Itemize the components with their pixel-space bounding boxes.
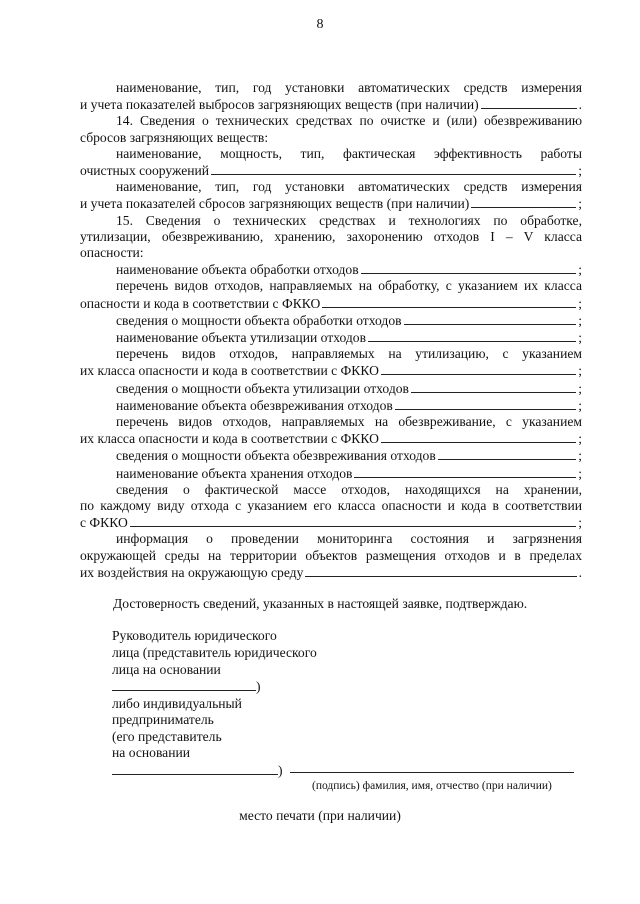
signatory-label-3: лица на основании xyxy=(112,662,221,677)
blank-field[interactable] xyxy=(381,362,576,375)
blank-field[interactable] xyxy=(438,447,576,460)
blank-field[interactable] xyxy=(322,295,576,308)
line-p15b: утилизации, обезвреживанию, хранению, захоронению отходов I – V класса xyxy=(80,228,582,244)
field-storage-mass: с ФККО ; xyxy=(80,515,582,531)
signature-line[interactable] xyxy=(290,772,574,773)
field-utilization-capacity: сведения о мощности объекта утилизации отходов ; xyxy=(116,380,582,396)
stamp-place: место печати (при наличии) xyxy=(239,808,401,823)
signatory-label-6: предприниматель xyxy=(112,712,214,727)
line-f11a: сведения о фактической массе отходов, находящихся на хранении, xyxy=(116,481,582,497)
signatory-label-1: Руководитель юридического xyxy=(112,628,277,643)
blank-field[interactable] xyxy=(411,380,576,393)
line-p1b: и учета показателей выбросов загрязняющих веществ (при наличии) . xyxy=(80,97,582,113)
blank-field[interactable] xyxy=(471,195,576,208)
line-p14e: наименование, тип, год установки автоматических средств измерения xyxy=(116,179,582,195)
blank-field[interactable] xyxy=(112,678,256,691)
line-p15c: опасности: xyxy=(80,245,144,261)
blank-field[interactable] xyxy=(368,329,576,342)
blank-field[interactable] xyxy=(112,762,278,775)
section-14-heading: 14. Сведения о технических средствах по очистке и (или) обезвреживанию xyxy=(116,113,582,129)
line-f12b: окружающей среды на территории объектов размещения отходов и в пределах xyxy=(80,547,582,563)
line-p14c: наименование, мощность, тип, фактическая эффективность работы xyxy=(116,145,582,161)
field-processing-types: опасности и кода в соответствии с ФККО ; xyxy=(80,295,582,311)
signature-caption: (подпись) фамилия, имя, отчество (при наличии) xyxy=(312,780,552,792)
field-processing-object: наименование объекта обработки отходов ; xyxy=(116,262,582,278)
blank-field[interactable] xyxy=(395,397,576,410)
line-f5a: перечень видов отходов, направляемых на утилизацию, с указанием xyxy=(116,346,582,362)
basis-field-legal: ) xyxy=(112,678,261,695)
line-f2a: перечень видов отходов, направляемых на обработку, с указанием их класса xyxy=(116,278,582,294)
blank-field[interactable] xyxy=(354,465,576,478)
field-utilization-types: их класса опасности и кода в соответствии с ФККО ; xyxy=(80,363,582,379)
signatory-label-7: (его представитель xyxy=(112,729,222,744)
confirmation-statement: Достоверность сведений, указанных в настоящей заявке, подтверждаю. xyxy=(113,596,528,611)
field-neutralization-types: их класса опасности и кода в соответствии с ФККО ; xyxy=(80,431,582,447)
blank-field[interactable] xyxy=(404,312,577,325)
field-processing-capacity: сведения о мощности объекта обработки отходов ; xyxy=(116,312,582,328)
field-utilization-object: наименование объекта утилизации отходов ; xyxy=(116,330,582,346)
blank-field[interactable] xyxy=(361,261,577,274)
line-p14b: сбросов загрязняющих веществ: xyxy=(80,129,269,145)
signatory-label-2: лица (представитель юридического xyxy=(112,645,317,660)
blank-field[interactable] xyxy=(381,430,576,443)
blank-field[interactable] xyxy=(305,564,576,577)
field-storage-object: наименование объекта хранения отходов ; xyxy=(116,465,582,481)
line-f11b: по каждому виду отхода с указанием его класса опасности и кода в соответствии xyxy=(80,498,582,514)
line-p14f: и учета показателей сбросов загрязняющих веществ (при наличии) ; xyxy=(80,196,582,212)
blank-field[interactable] xyxy=(130,514,576,527)
form-body xyxy=(80,80,582,581)
field-neutralization-object: наименование объекта обезвреживания отходов ; xyxy=(116,397,582,413)
signatory-label-8: на основании xyxy=(112,745,191,760)
field-neutralization-capacity: сведения о мощности объекта обезвреживания отходов ; xyxy=(116,448,582,464)
signatory-label-5: либо индивидуальный xyxy=(112,696,242,711)
field-monitoring: их воздействия на окружающую среду . xyxy=(80,564,582,580)
line-f8a: перечень видов отходов, направляемых на обезвреживание, с указанием xyxy=(116,414,582,430)
blank-field[interactable] xyxy=(211,162,576,175)
basis-field-individual: ) xyxy=(112,762,283,779)
line-p1a: наименование, тип, год установки автоматических средств измерения xyxy=(116,80,582,95)
line-p14d: очистных сооружений ; xyxy=(80,163,582,179)
section-15-heading: 15. Сведения о технических средствах и технологиях по обработке, xyxy=(116,212,582,228)
line-f12a: информация о проведении мониторинга состояния и загрязнения xyxy=(116,531,582,547)
blank-field[interactable] xyxy=(481,96,577,109)
page-number: 8 xyxy=(316,17,324,32)
